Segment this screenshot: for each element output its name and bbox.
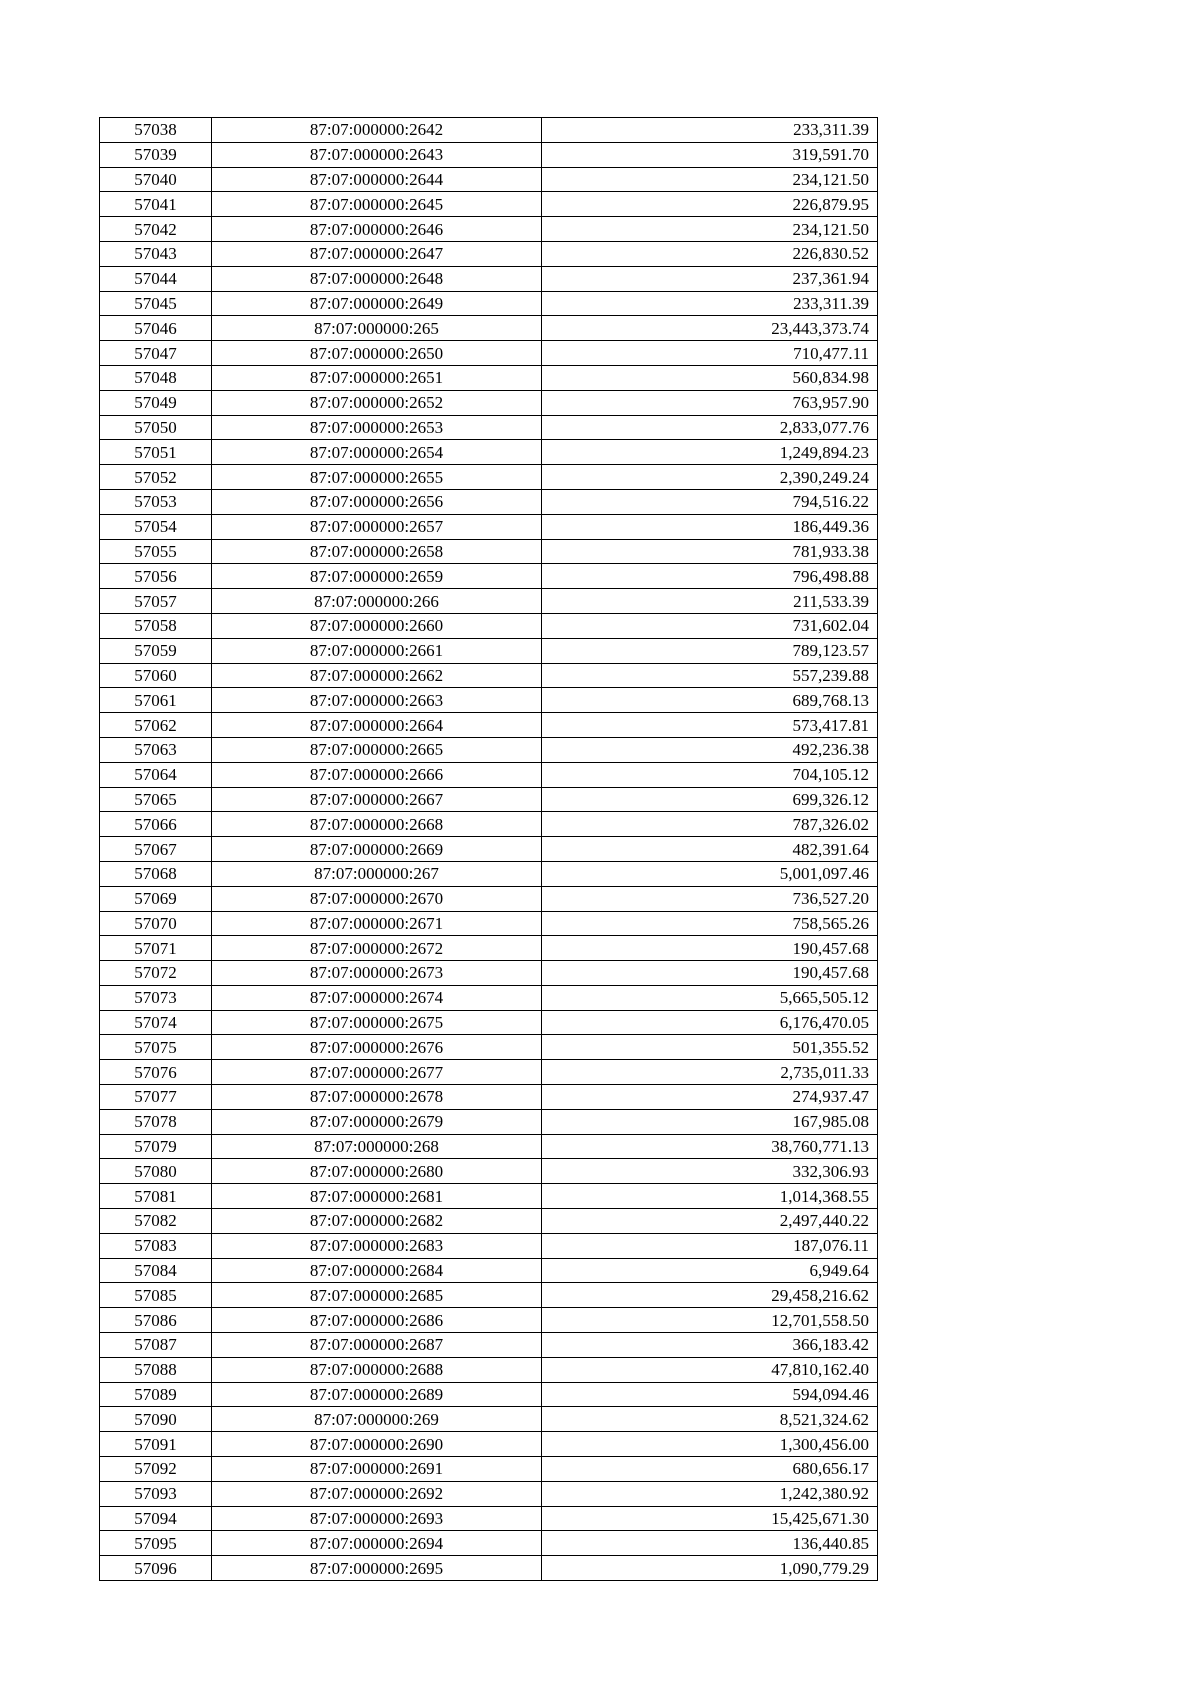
row-number-cell: 57069: [100, 886, 212, 911]
cadastral-number-cell: 87:07:000000:2664: [212, 713, 542, 738]
row-number-cell: 57078: [100, 1109, 212, 1134]
table-row: [100, 1258, 878, 1283]
cadastral-value-cell: 1,014,368.55: [542, 1184, 878, 1209]
cadastral-number-cell: 87:07:000000:2667: [212, 787, 542, 812]
row-number-cell: 57039: [100, 142, 212, 167]
cadastral-value-cell: 680,656.17: [542, 1457, 878, 1482]
cadastral-value-cell: 233,311.39: [542, 118, 878, 143]
row-number-cell: 57089: [100, 1382, 212, 1407]
cadastral-number-cell: 87:07:000000:2662: [212, 663, 542, 688]
cadastral-value-cell: 15,425,671.30: [542, 1506, 878, 1531]
cadastral-value-cell: 226,879.95: [542, 192, 878, 217]
cadastral-number-cell: 87:07:000000:2663: [212, 688, 542, 713]
row-number-cell: 57065: [100, 787, 212, 812]
cadastral-number-cell: 87:07:000000:2679: [212, 1109, 542, 1134]
cadastral-value-cell: 23,443,373.74: [542, 316, 878, 341]
cadastral-number-cell: 87:07:000000:2660: [212, 613, 542, 638]
cadastral-number-cell: 87:07:000000:265: [212, 316, 542, 341]
row-number-cell: 57086: [100, 1308, 212, 1333]
cadastral-value-cell: 2,833,077.76: [542, 415, 878, 440]
table-row: [100, 192, 878, 217]
cadastral-number-cell: 87:07:000000:266: [212, 589, 542, 614]
cadastral-number-cell: 87:07:000000:267: [212, 861, 542, 886]
cadastral-value-cell: 187,076.11: [542, 1233, 878, 1258]
cadastral-number-cell: 87:07:000000:2668: [212, 812, 542, 837]
table-row: [100, 1506, 878, 1531]
cadastral-value-cell: 366,183.42: [542, 1333, 878, 1358]
cadastral-number-cell: 87:07:000000:2690: [212, 1432, 542, 1457]
table-row: [100, 613, 878, 638]
cadastral-value-cell: 763,957.90: [542, 390, 878, 415]
cadastral-value-cell: 736,527.20: [542, 886, 878, 911]
row-number-cell: 57051: [100, 440, 212, 465]
cadastral-value-cell: 5,665,505.12: [542, 985, 878, 1010]
cadastral-value-cell: 689,768.13: [542, 688, 878, 713]
row-number-cell: 57043: [100, 241, 212, 266]
cadastral-number-cell: 87:07:000000:2643: [212, 142, 542, 167]
cadastral-number-cell: 87:07:000000:2644: [212, 167, 542, 192]
table-body: [100, 118, 878, 1581]
cadastral-number-cell: 87:07:000000:2661: [212, 638, 542, 663]
row-number-cell: 57059: [100, 638, 212, 663]
cadastral-value-cell: 560,834.98: [542, 365, 878, 390]
cadastral-number-cell: 87:07:000000:268: [212, 1134, 542, 1159]
row-number-cell: 57048: [100, 365, 212, 390]
row-number-cell: 57067: [100, 837, 212, 862]
table-row: [100, 663, 878, 688]
row-number-cell: 57042: [100, 217, 212, 242]
cadastral-value-cell: 190,457.68: [542, 961, 878, 986]
table-row: [100, 1010, 878, 1035]
cadastral-value-cell: 794,516.22: [542, 489, 878, 514]
cadastral-value-cell: 38,760,771.13: [542, 1134, 878, 1159]
cadastral-value-cell: 5,001,097.46: [542, 861, 878, 886]
row-number-cell: 57058: [100, 613, 212, 638]
cadastral-number-cell: 87:07:000000:2681: [212, 1184, 542, 1209]
row-number-cell: 57096: [100, 1556, 212, 1581]
cadastral-value-cell: 6,176,470.05: [542, 1010, 878, 1035]
cadastral-value-cell: 710,477.11: [542, 341, 878, 366]
cadastral-number-cell: 87:07:000000:2665: [212, 737, 542, 762]
table-row: [100, 1134, 878, 1159]
row-number-cell: 57072: [100, 961, 212, 986]
table-row: [100, 390, 878, 415]
table-row: [100, 266, 878, 291]
cadastral-value-cell: 501,355.52: [542, 1035, 878, 1060]
cadastral-value-cell: 167,985.08: [542, 1109, 878, 1134]
row-number-cell: 57060: [100, 663, 212, 688]
table-row: [100, 1283, 878, 1308]
table-row: [100, 1556, 878, 1581]
cadastral-number-cell: 87:07:000000:2673: [212, 961, 542, 986]
table-row: [100, 440, 878, 465]
cadastral-value-cell: 781,933.38: [542, 539, 878, 564]
table-row: [100, 911, 878, 936]
table-row: [100, 1035, 878, 1060]
row-number-cell: 57080: [100, 1159, 212, 1184]
row-number-cell: 57057: [100, 589, 212, 614]
row-number-cell: 57063: [100, 737, 212, 762]
cadastral-value-cell: 136,440.85: [542, 1531, 878, 1556]
cadastral-value-cell: 704,105.12: [542, 762, 878, 787]
cadastral-value-cell: 29,458,216.62: [542, 1283, 878, 1308]
row-number-cell: 57040: [100, 167, 212, 192]
table-row: [100, 241, 878, 266]
row-number-cell: 57055: [100, 539, 212, 564]
cadastral-value-cell: 796,498.88: [542, 564, 878, 589]
table-row: [100, 1209, 878, 1234]
cadastral-value-cell: 226,830.52: [542, 241, 878, 266]
row-number-cell: 57047: [100, 341, 212, 366]
table-row: [100, 589, 878, 614]
table-row: [100, 1382, 878, 1407]
table-row: [100, 291, 878, 316]
row-number-cell: 57094: [100, 1506, 212, 1531]
row-number-cell: 57070: [100, 911, 212, 936]
cadastral-value-cell: 233,311.39: [542, 291, 878, 316]
table-row: [100, 217, 878, 242]
row-number-cell: 57066: [100, 812, 212, 837]
table-row: [100, 861, 878, 886]
cadastral-number-cell: 87:07:000000:2649: [212, 291, 542, 316]
cadastral-number-cell: 87:07:000000:2685: [212, 1283, 542, 1308]
cadastral-value-cell: 699,326.12: [542, 787, 878, 812]
cadastral-number-cell: 87:07:000000:2666: [212, 762, 542, 787]
cadastral-number-cell: 87:07:000000:2659: [212, 564, 542, 589]
row-number-cell: 57049: [100, 390, 212, 415]
cadastral-number-cell: 87:07:000000:2684: [212, 1258, 542, 1283]
cadastral-value-cell: 190,457.68: [542, 936, 878, 961]
cadastral-value-table: [99, 117, 878, 1581]
cadastral-number-cell: 87:07:000000:2691: [212, 1457, 542, 1482]
row-number-cell: 57064: [100, 762, 212, 787]
cadastral-number-cell: 87:07:000000:2658: [212, 539, 542, 564]
row-number-cell: 57087: [100, 1333, 212, 1358]
cadastral-value-cell: 12,701,558.50: [542, 1308, 878, 1333]
table-row: [100, 961, 878, 986]
cadastral-value-cell: 237,361.94: [542, 266, 878, 291]
cadastral-number-cell: 87:07:000000:2654: [212, 440, 542, 465]
cadastral-value-cell: 731,602.04: [542, 613, 878, 638]
row-number-cell: 57045: [100, 291, 212, 316]
cadastral-number-cell: 87:07:000000:2645: [212, 192, 542, 217]
row-number-cell: 57041: [100, 192, 212, 217]
row-number-cell: 57077: [100, 1085, 212, 1110]
table-row: [100, 316, 878, 341]
table-row: [100, 1109, 878, 1134]
cadastral-value-cell: 1,242,380.92: [542, 1481, 878, 1506]
row-number-cell: 57046: [100, 316, 212, 341]
row-number-cell: 57092: [100, 1457, 212, 1482]
row-number-cell: 57088: [100, 1357, 212, 1382]
cadastral-value-cell: 186,449.36: [542, 514, 878, 539]
table-row: [100, 489, 878, 514]
table-row: [100, 1333, 878, 1358]
table-row: [100, 1432, 878, 1457]
row-number-cell: 57071: [100, 936, 212, 961]
cadastral-value-cell: 234,121.50: [542, 167, 878, 192]
cadastral-number-cell: 87:07:000000:2692: [212, 1481, 542, 1506]
table-row: [100, 1407, 878, 1432]
cadastral-value-cell: 557,239.88: [542, 663, 878, 688]
table-row: [100, 1060, 878, 1085]
cadastral-number-cell: 87:07:000000:2674: [212, 985, 542, 1010]
cadastral-number-cell: 87:07:000000:2695: [212, 1556, 542, 1581]
cadastral-value-cell: 1,249,894.23: [542, 440, 878, 465]
cadastral-number-cell: 87:07:000000:2688: [212, 1357, 542, 1382]
cadastral-number-cell: 87:07:000000:269: [212, 1407, 542, 1432]
table-row: [100, 936, 878, 961]
cadastral-value-cell: 789,123.57: [542, 638, 878, 663]
table-row: [100, 142, 878, 167]
table-row: [100, 1457, 878, 1482]
row-number-cell: 57038: [100, 118, 212, 143]
cadastral-value-cell: 1,300,456.00: [542, 1432, 878, 1457]
row-number-cell: 57091: [100, 1432, 212, 1457]
cadastral-value-cell: 573,417.81: [542, 713, 878, 738]
row-number-cell: 57061: [100, 688, 212, 713]
cadastral-value-cell: 1,090,779.29: [542, 1556, 878, 1581]
cadastral-number-cell: 87:07:000000:2680: [212, 1159, 542, 1184]
cadastral-number-cell: 87:07:000000:2694: [212, 1531, 542, 1556]
table-row: [100, 1159, 878, 1184]
cadastral-number-cell: 87:07:000000:2647: [212, 241, 542, 266]
cadastral-value-cell: 274,937.47: [542, 1085, 878, 1110]
cadastral-value-cell: 758,565.26: [542, 911, 878, 936]
table-row: [100, 167, 878, 192]
cadastral-value-cell: 8,521,324.62: [542, 1407, 878, 1432]
row-number-cell: 57073: [100, 985, 212, 1010]
cadastral-number-cell: 87:07:000000:2677: [212, 1060, 542, 1085]
cadastral-number-cell: 87:07:000000:2670: [212, 886, 542, 911]
table-row: [100, 1085, 878, 1110]
row-number-cell: 57074: [100, 1010, 212, 1035]
table-row: [100, 1184, 878, 1209]
table-row: [100, 787, 878, 812]
row-number-cell: 57075: [100, 1035, 212, 1060]
table-row: [100, 415, 878, 440]
cadastral-value-cell: 492,236.38: [542, 737, 878, 762]
row-number-cell: 57079: [100, 1134, 212, 1159]
row-number-cell: 57054: [100, 514, 212, 539]
table-row: [100, 118, 878, 143]
cadastral-value-cell: 211,533.39: [542, 589, 878, 614]
row-number-cell: 57083: [100, 1233, 212, 1258]
table-row: [100, 1481, 878, 1506]
table-row: [100, 886, 878, 911]
table-row: [100, 638, 878, 663]
row-number-cell: 57090: [100, 1407, 212, 1432]
cadastral-number-cell: 87:07:000000:2686: [212, 1308, 542, 1333]
table-row: [100, 365, 878, 390]
cadastral-value-cell: 594,094.46: [542, 1382, 878, 1407]
cadastral-number-cell: 87:07:000000:2646: [212, 217, 542, 242]
table-row: [100, 713, 878, 738]
cadastral-number-cell: 87:07:000000:2653: [212, 415, 542, 440]
row-number-cell: 57095: [100, 1531, 212, 1556]
cadastral-number-cell: 87:07:000000:2669: [212, 837, 542, 862]
cadastral-number-cell: 87:07:000000:2689: [212, 1382, 542, 1407]
cadastral-number-cell: 87:07:000000:2650: [212, 341, 542, 366]
table-row: [100, 539, 878, 564]
table-row: [100, 812, 878, 837]
cadastral-value-cell: 482,391.64: [542, 837, 878, 862]
cadastral-value-cell: 332,306.93: [542, 1159, 878, 1184]
table-row: [100, 1357, 878, 1382]
cadastral-value-cell: 6,949.64: [542, 1258, 878, 1283]
table-row: [100, 762, 878, 787]
cadastral-number-cell: 87:07:000000:2655: [212, 465, 542, 490]
table-row: [100, 985, 878, 1010]
row-number-cell: 57084: [100, 1258, 212, 1283]
cadastral-number-cell: 87:07:000000:2676: [212, 1035, 542, 1060]
cadastral-number-cell: 87:07:000000:2675: [212, 1010, 542, 1035]
cadastral-number-cell: 87:07:000000:2683: [212, 1233, 542, 1258]
cadastral-value-cell: 234,121.50: [542, 217, 878, 242]
table-row: [100, 1233, 878, 1258]
cadastral-number-cell: 87:07:000000:2678: [212, 1085, 542, 1110]
cadastral-number-cell: 87:07:000000:2642: [212, 118, 542, 143]
cadastral-number-cell: 87:07:000000:2648: [212, 266, 542, 291]
table-row: [100, 514, 878, 539]
cadastral-number-cell: 87:07:000000:2672: [212, 936, 542, 961]
table-row: [100, 737, 878, 762]
cadastral-value-cell: 319,591.70: [542, 142, 878, 167]
cadastral-number-cell: 87:07:000000:2651: [212, 365, 542, 390]
table-row: [100, 564, 878, 589]
cadastral-number-cell: 87:07:000000:2652: [212, 390, 542, 415]
row-number-cell: 57081: [100, 1184, 212, 1209]
row-number-cell: 57056: [100, 564, 212, 589]
row-number-cell: 57082: [100, 1209, 212, 1234]
row-number-cell: 57093: [100, 1481, 212, 1506]
table-row: [100, 1531, 878, 1556]
row-number-cell: 57068: [100, 861, 212, 886]
row-number-cell: 57052: [100, 465, 212, 490]
cadastral-number-cell: 87:07:000000:2671: [212, 911, 542, 936]
row-number-cell: 57053: [100, 489, 212, 514]
row-number-cell: 57044: [100, 266, 212, 291]
table-row: [100, 688, 878, 713]
cadastral-value-cell: 2,390,249.24: [542, 465, 878, 490]
table-row: [100, 837, 878, 862]
cadastral-value-cell: 47,810,162.40: [542, 1357, 878, 1382]
cadastral-value-cell: 2,735,011.33: [542, 1060, 878, 1085]
table-row: [100, 341, 878, 366]
table-row: [100, 465, 878, 490]
cadastral-number-cell: 87:07:000000:2682: [212, 1209, 542, 1234]
cadastral-number-cell: 87:07:000000:2693: [212, 1506, 542, 1531]
table-row: [100, 1308, 878, 1333]
row-number-cell: 57076: [100, 1060, 212, 1085]
cadastral-number-cell: 87:07:000000:2656: [212, 489, 542, 514]
row-number-cell: 57085: [100, 1283, 212, 1308]
cadastral-number-cell: 87:07:000000:2687: [212, 1333, 542, 1358]
cadastral-number-cell: 87:07:000000:2657: [212, 514, 542, 539]
cadastral-value-cell: 2,497,440.22: [542, 1209, 878, 1234]
row-number-cell: 57050: [100, 415, 212, 440]
row-number-cell: 57062: [100, 713, 212, 738]
cadastral-value-cell: 787,326.02: [542, 812, 878, 837]
